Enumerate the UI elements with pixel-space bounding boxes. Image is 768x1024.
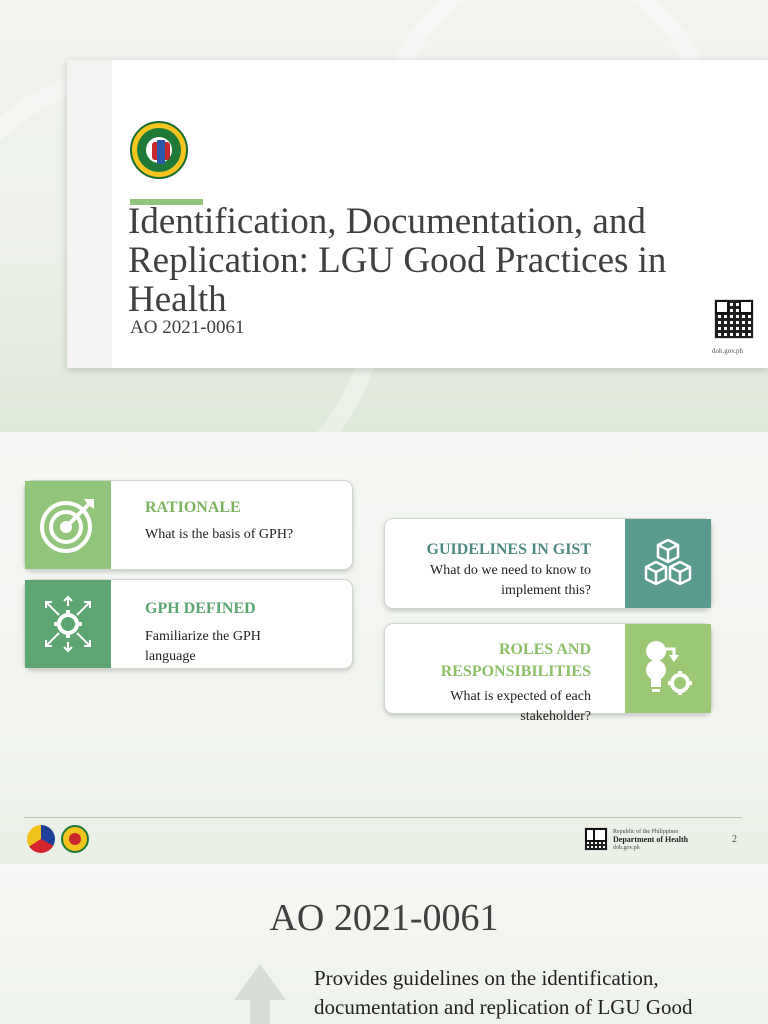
doh-seal-logo bbox=[61, 825, 89, 853]
cubes-icon bbox=[625, 519, 711, 608]
bagong-pilipinas-logo bbox=[27, 825, 55, 853]
slide-body-text: Provides guidelines on the identification, documentation and replication of LGU Good bbox=[314, 966, 693, 1019]
card-guidelines-in-gist[interactable] bbox=[384, 518, 712, 609]
qr-code-icon bbox=[715, 300, 753, 338]
slide-agenda bbox=[0, 432, 768, 864]
card-description: What is expected of each stakeholder? bbox=[450, 689, 591, 724]
footer-republic: Republic of the Philippines bbox=[613, 829, 679, 835]
card-description: What do we need to know to implement this? bbox=[430, 563, 591, 598]
slide-title bbox=[0, 0, 768, 432]
card-heading: RATIONALE bbox=[145, 499, 241, 516]
card-rationale[interactable] bbox=[24, 480, 353, 570]
slide-subtitle: AO 2021-0061 bbox=[130, 317, 245, 338]
footer-department: Department of Health bbox=[613, 835, 689, 844]
card-description: Familiarize the GPH language bbox=[145, 629, 261, 664]
page-number: 2 bbox=[732, 834, 737, 845]
card-description: What is the basis of GPH? bbox=[145, 527, 294, 542]
qr-code-icon bbox=[585, 828, 607, 850]
footer-divider bbox=[24, 817, 742, 818]
qr-url-label: doh.gov.ph bbox=[712, 347, 744, 355]
card-heading: ROLES AND RESPONSIBILITIES bbox=[440, 641, 591, 680]
footer-url: doh.gov.ph bbox=[613, 845, 640, 851]
footer-branding bbox=[613, 828, 688, 852]
card-gph-defined[interactable] bbox=[24, 579, 353, 669]
doh-seal-logo bbox=[130, 121, 188, 179]
card-heading: GUIDELINES IN GIST bbox=[426, 541, 591, 558]
card-roles-and-responsibilities[interactable] bbox=[384, 623, 712, 724]
card-side-strip bbox=[67, 60, 112, 368]
target-icon bbox=[25, 481, 111, 569]
slide-ao-summary bbox=[0, 864, 768, 1024]
card-heading: GPH DEFINED bbox=[145, 600, 256, 617]
slide-title-text: Identification, Documentation, and Replication: LGU Good Practices in Health bbox=[128, 201, 667, 320]
bulb-gear-icon bbox=[625, 624, 711, 713]
arrow-up-icon bbox=[232, 964, 288, 1024]
gear-arrows-icon bbox=[25, 580, 111, 668]
slide-title-text: AO 2021-0061 bbox=[269, 897, 499, 939]
